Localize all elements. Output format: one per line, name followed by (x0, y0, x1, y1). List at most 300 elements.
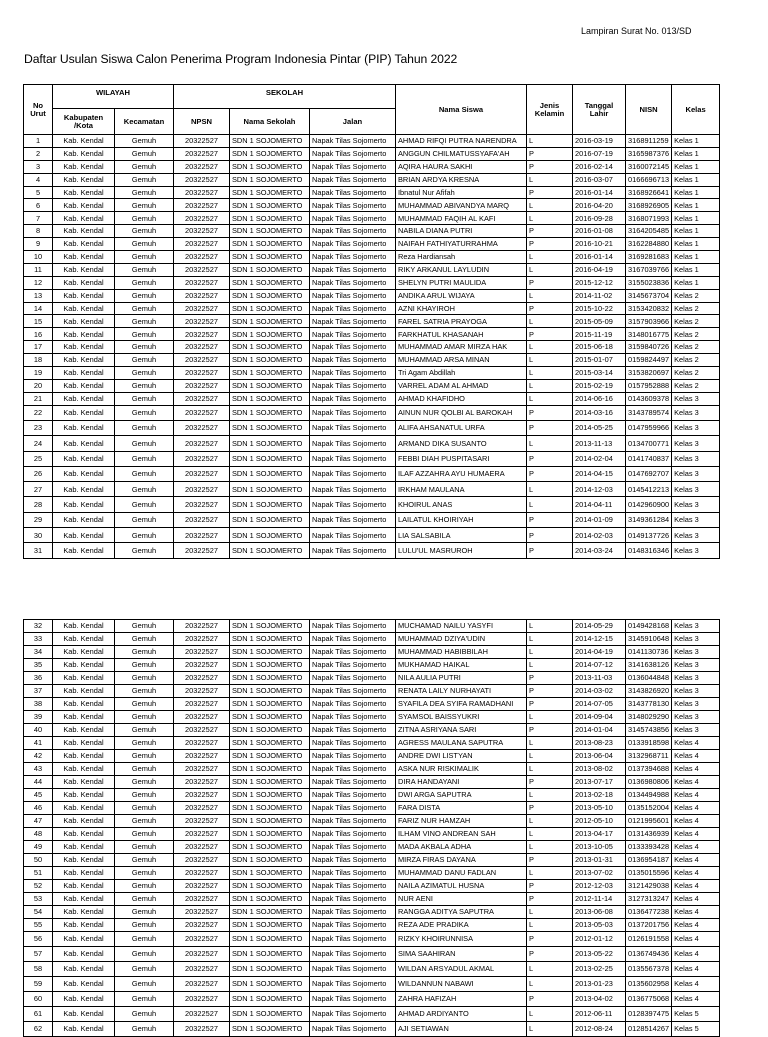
kabupaten-cell: Kab. Kendal (53, 750, 115, 763)
street-cell: Napak Tilas Sojomerto (310, 302, 396, 315)
gender-cell: P (527, 186, 573, 199)
school-name-cell: SDN 1 SOJOMERTO (230, 436, 310, 451)
birth-date-cell: 2012-11-14 (573, 893, 626, 906)
birth-date-cell: 2014-02-04 (573, 451, 626, 466)
gender-cell: L (527, 392, 573, 405)
row-number: 48 (24, 828, 53, 841)
birth-date-cell: 2013-07-17 (573, 776, 626, 789)
class-cell: Kelas 3 (672, 711, 720, 724)
street-cell: Napak Tilas Sojomerto (310, 135, 396, 148)
kabupaten-cell: Kab. Kendal (53, 173, 115, 186)
kabupaten-cell: Kab. Kendal (53, 854, 115, 867)
birth-date-cell: 2015-12-12 (573, 276, 626, 289)
npsn-cell: 20322527 (174, 289, 230, 302)
kabupaten-cell: Kab. Kendal (53, 763, 115, 776)
npsn-cell: 20322527 (174, 328, 230, 341)
class-cell: Kelas 1 (672, 225, 720, 238)
header-kelas: Kelas (672, 85, 720, 135)
class-cell: Kelas 2 (672, 379, 720, 392)
gender-cell: L (527, 659, 573, 672)
street-cell: Napak Tilas Sojomerto (310, 815, 396, 828)
row-number: 1 (24, 135, 53, 148)
gender-cell: P (527, 802, 573, 815)
kecamatan-cell: Gemuh (115, 367, 174, 380)
kabupaten-cell: Kab. Kendal (53, 698, 115, 711)
class-cell: Kelas 3 (672, 633, 720, 646)
class-cell: Kelas 4 (672, 932, 720, 947)
table-row (24, 135, 720, 148)
kabupaten-cell: Kab. Kendal (53, 932, 115, 947)
class-cell: Kelas 4 (672, 802, 720, 815)
student-name-cell: ARMAND DIKA SUSANTO (396, 436, 527, 451)
birth-date-cell: 2013-08-02 (573, 763, 626, 776)
row-number: 31 (24, 543, 53, 558)
birth-date-cell: 2012-06-11 (573, 1007, 626, 1022)
birth-date-cell: 2013-07-02 (573, 867, 626, 880)
nisn-cell: 0141740837 (626, 451, 672, 466)
class-cell: Kelas 2 (672, 341, 720, 354)
kecamatan-cell: Gemuh (115, 173, 174, 186)
kecamatan-cell: Gemuh (115, 186, 174, 199)
npsn-cell: 20322527 (174, 173, 230, 186)
row-number: 36 (24, 672, 53, 685)
gender-cell: L (527, 750, 573, 763)
street-cell: Napak Tilas Sojomerto (310, 802, 396, 815)
birth-date-cell: 2014-11-02 (573, 289, 626, 302)
kecamatan-cell: Gemuh (115, 436, 174, 451)
student-name-cell: ILHAM VINO ANDREAN SAH (396, 828, 527, 841)
table-row (24, 528, 720, 543)
kabupaten-cell: Kab. Kendal (53, 436, 115, 451)
kecamatan-cell: Gemuh (115, 962, 174, 977)
kabupaten-cell: Kab. Kendal (53, 841, 115, 854)
npsn-cell: 20322527 (174, 405, 230, 420)
birth-date-cell: 2014-05-29 (573, 620, 626, 633)
gender-cell: P (527, 276, 573, 289)
row-number: 47 (24, 815, 53, 828)
npsn-cell: 20322527 (174, 737, 230, 750)
nisn-cell: 0157952888 (626, 379, 672, 392)
nisn-cell: 0159824497 (626, 354, 672, 367)
kecamatan-cell: Gemuh (115, 672, 174, 685)
birth-date-cell: 2014-07-12 (573, 659, 626, 672)
kecamatan-cell: Gemuh (115, 841, 174, 854)
table-row (24, 867, 720, 880)
npsn-cell: 20322527 (174, 659, 230, 672)
student-name-cell: LULU'UL MASRUROH (396, 543, 527, 558)
student-name-cell: NAILA AZIMATUL HUSNA (396, 880, 527, 893)
gender-cell: P (527, 947, 573, 962)
birth-date-cell: 2013-05-10 (573, 802, 626, 815)
kecamatan-cell: Gemuh (115, 919, 174, 932)
class-cell: Kelas 5 (672, 1007, 720, 1022)
gender-cell: L (527, 1022, 573, 1037)
kecamatan-cell: Gemuh (115, 379, 174, 392)
student-name-cell: MUHAMMAD FAQIH AL KAFI (396, 212, 527, 225)
lampiran-note: Lampiran Surat No. 013/SD (581, 26, 692, 36)
street-cell: Napak Tilas Sojomerto (310, 212, 396, 225)
school-name-cell: SDN 1 SOJOMERTO (230, 543, 310, 558)
class-cell: Kelas 5 (672, 1022, 720, 1037)
kabupaten-cell: Kab. Kendal (53, 160, 115, 173)
gender-cell: L (527, 341, 573, 354)
school-name-cell: SDN 1 SOJOMERTO (230, 750, 310, 763)
kecamatan-cell: Gemuh (115, 497, 174, 512)
school-name-cell: SDN 1 SOJOMERTO (230, 841, 310, 854)
birth-date-cell: 2014-05-25 (573, 421, 626, 436)
npsn-cell: 20322527 (174, 620, 230, 633)
class-cell: Kelas 3 (672, 392, 720, 405)
nisn-cell: 3168071993 (626, 212, 672, 225)
nisn-cell: 3153420832 (626, 302, 672, 315)
nisn-cell: 0141130736 (626, 646, 672, 659)
street-cell: Napak Tilas Sojomerto (310, 685, 396, 698)
kabupaten-cell: Kab. Kendal (53, 776, 115, 789)
student-name-cell: RENATA LAILY NURHAYATI (396, 685, 527, 698)
kecamatan-cell: Gemuh (115, 867, 174, 880)
gender-cell: P (527, 776, 573, 789)
school-name-cell: SDN 1 SOJOMERTO (230, 512, 310, 527)
table-row (24, 482, 720, 497)
kabupaten-cell: Kab. Kendal (53, 659, 115, 672)
birth-date-cell: 2014-03-16 (573, 405, 626, 420)
kabupaten-cell: Kab. Kendal (53, 225, 115, 238)
npsn-cell: 20322527 (174, 354, 230, 367)
student-name-cell: MUHAMMAD DZIYA'UDIN (396, 633, 527, 646)
gender-cell: L (527, 367, 573, 380)
kecamatan-cell: Gemuh (115, 815, 174, 828)
kecamatan-cell: Gemuh (115, 392, 174, 405)
class-cell: Kelas 3 (672, 482, 720, 497)
kecamatan-cell: Gemuh (115, 341, 174, 354)
row-number: 5 (24, 186, 53, 199)
student-name-cell: ZAHRA HAFIZAH (396, 992, 527, 1007)
gender-cell: L (527, 962, 573, 977)
school-name-cell: SDN 1 SOJOMERTO (230, 379, 310, 392)
class-cell: Kelas 3 (672, 724, 720, 737)
kecamatan-cell: Gemuh (115, 977, 174, 992)
student-name-cell: ASKA NUR RISKIMALIK (396, 763, 527, 776)
row-number: 44 (24, 776, 53, 789)
street-cell: Napak Tilas Sojomerto (310, 698, 396, 711)
kabupaten-cell: Kab. Kendal (53, 328, 115, 341)
birth-date-cell: 2016-02-14 (573, 160, 626, 173)
npsn-cell: 20322527 (174, 147, 230, 160)
birth-date-cell: 2012-08-24 (573, 1022, 626, 1037)
street-cell: Napak Tilas Sojomerto (310, 893, 396, 906)
street-cell: Napak Tilas Sojomerto (310, 436, 396, 451)
row-number: 45 (24, 789, 53, 802)
kecamatan-cell: Gemuh (115, 880, 174, 893)
class-cell: Kelas 1 (672, 199, 720, 212)
student-name-cell: ANDRE DWI LISTYAN (396, 750, 527, 763)
nisn-cell: 0147959966 (626, 421, 672, 436)
gender-cell: L (527, 436, 573, 451)
school-name-cell: SDN 1 SOJOMERTO (230, 672, 310, 685)
school-name-cell: SDN 1 SOJOMERTO (230, 906, 310, 919)
student-name-cell: AJI SETIAWAN (396, 1022, 527, 1037)
gender-cell: L (527, 482, 573, 497)
npsn-cell: 20322527 (174, 421, 230, 436)
gender-cell: P (527, 854, 573, 867)
table-row (24, 543, 720, 558)
kecamatan-cell: Gemuh (115, 147, 174, 160)
class-cell: Kelas 3 (672, 451, 720, 466)
class-cell: Kelas 4 (672, 828, 720, 841)
kabupaten-cell: Kab. Kendal (53, 212, 115, 225)
kabupaten-cell: Kab. Kendal (53, 276, 115, 289)
kecamatan-cell: Gemuh (115, 135, 174, 148)
birth-date-cell: 2014-04-11 (573, 497, 626, 512)
kecamatan-cell: Gemuh (115, 620, 174, 633)
birth-date-cell: 2013-05-03 (573, 919, 626, 932)
class-cell: Kelas 4 (672, 880, 720, 893)
student-name-cell: SYAMSOL BAISSYUKRI (396, 711, 527, 724)
class-cell: Kelas 3 (672, 497, 720, 512)
table-row (24, 685, 720, 698)
class-cell: Kelas 3 (672, 698, 720, 711)
npsn-cell: 20322527 (174, 160, 230, 173)
npsn-cell: 20322527 (174, 841, 230, 854)
student-name-cell: FARA DISTA (396, 802, 527, 815)
school-name-cell: SDN 1 SOJOMERTO (230, 947, 310, 962)
kecamatan-cell: Gemuh (115, 685, 174, 698)
school-name-cell: SDN 1 SOJOMERTO (230, 802, 310, 815)
student-name-cell: AHMAD ARDIYANTO (396, 1007, 527, 1022)
npsn-cell: 20322527 (174, 828, 230, 841)
row-number: 37 (24, 685, 53, 698)
birth-date-cell: 2015-06-18 (573, 341, 626, 354)
student-name-cell: FARKHATUL KHASANAH (396, 328, 527, 341)
gender-cell: P (527, 451, 573, 466)
npsn-cell: 20322527 (174, 906, 230, 919)
row-number: 59 (24, 977, 53, 992)
table-row (24, 341, 720, 354)
table-row (24, 854, 720, 867)
birth-date-cell: 2014-12-03 (573, 482, 626, 497)
gender-cell: L (527, 646, 573, 659)
student-name-cell: MIRZA FIRAS DAYANA (396, 854, 527, 867)
birth-date-cell: 2013-01-31 (573, 854, 626, 867)
row-number: 62 (24, 1022, 53, 1037)
header-jalan: Jalan (310, 109, 396, 135)
npsn-cell: 20322527 (174, 977, 230, 992)
kabupaten-cell: Kab. Kendal (53, 977, 115, 992)
class-cell: Kelas 4 (672, 854, 720, 867)
nisn-cell: 3160072145 (626, 160, 672, 173)
class-cell: Kelas 4 (672, 750, 720, 763)
birth-date-cell: 2013-04-02 (573, 992, 626, 1007)
kabupaten-cell: Kab. Kendal (53, 543, 115, 558)
nisn-cell: 0136980806 (626, 776, 672, 789)
nisn-cell: 0136749436 (626, 947, 672, 962)
birth-date-cell: 2014-12-15 (573, 633, 626, 646)
header-nama-sekolah: Nama Sekolah (230, 109, 310, 135)
gender-cell: L (527, 173, 573, 186)
kecamatan-cell: Gemuh (115, 451, 174, 466)
kabupaten-cell: Kab. Kendal (53, 867, 115, 880)
nisn-cell: 3143789574 (626, 405, 672, 420)
row-number: 38 (24, 698, 53, 711)
gender-cell: P (527, 421, 573, 436)
street-cell: Napak Tilas Sojomerto (310, 276, 396, 289)
street-cell: Napak Tilas Sojomerto (310, 186, 396, 199)
class-cell: Kelas 2 (672, 354, 720, 367)
npsn-cell: 20322527 (174, 1007, 230, 1022)
street-cell: Napak Tilas Sojomerto (310, 646, 396, 659)
birth-date-cell: 2016-03-19 (573, 135, 626, 148)
nisn-cell: 3148029290 (626, 711, 672, 724)
npsn-cell: 20322527 (174, 543, 230, 558)
school-name-cell: SDN 1 SOJOMERTO (230, 1022, 310, 1037)
row-number: 24 (24, 436, 53, 451)
table-row (24, 147, 720, 160)
class-cell: Kelas 3 (672, 543, 720, 558)
street-cell: Napak Tilas Sojomerto (310, 880, 396, 893)
street-cell: Napak Tilas Sojomerto (310, 947, 396, 962)
street-cell: Napak Tilas Sojomerto (310, 977, 396, 992)
nisn-cell: 3127313247 (626, 893, 672, 906)
street-cell: Napak Tilas Sojomerto (310, 672, 396, 685)
street-cell: Napak Tilas Sojomerto (310, 466, 396, 481)
npsn-cell: 20322527 (174, 512, 230, 527)
student-name-cell: FARIZ NUR HAMZAH (396, 815, 527, 828)
kecamatan-cell: Gemuh (115, 302, 174, 315)
npsn-cell: 20322527 (174, 893, 230, 906)
gender-cell: L (527, 212, 573, 225)
kecamatan-cell: Gemuh (115, 225, 174, 238)
class-cell: Kelas 4 (672, 776, 720, 789)
row-number: 9 (24, 238, 53, 251)
kabupaten-cell: Kab. Kendal (53, 992, 115, 1007)
student-name-cell: KHOIRUL ANAS (396, 497, 527, 512)
kecamatan-cell: Gemuh (115, 328, 174, 341)
gender-cell: P (527, 724, 573, 737)
row-number: 8 (24, 225, 53, 238)
table-row (24, 263, 720, 276)
class-cell: Kelas 2 (672, 315, 720, 328)
gender-cell: L (527, 1007, 573, 1022)
kabupaten-cell: Kab. Kendal (53, 947, 115, 962)
student-name-cell: ANGGUN CHILMATUSSYAFA'AH (396, 147, 527, 160)
table-row (24, 992, 720, 1007)
kecamatan-cell: Gemuh (115, 906, 174, 919)
npsn-cell: 20322527 (174, 763, 230, 776)
row-number: 11 (24, 263, 53, 276)
npsn-cell: 20322527 (174, 528, 230, 543)
gender-cell: L (527, 789, 573, 802)
kabupaten-cell: Kab. Kendal (53, 893, 115, 906)
row-number: 52 (24, 880, 53, 893)
street-cell: Napak Tilas Sojomerto (310, 1022, 396, 1037)
row-number: 32 (24, 620, 53, 633)
school-name-cell: SDN 1 SOJOMERTO (230, 854, 310, 867)
gender-cell: P (527, 405, 573, 420)
table-row (24, 392, 720, 405)
student-name-cell: ANDIKA ARUL WIJAYA (396, 289, 527, 302)
table-row (24, 199, 720, 212)
nisn-cell: 0137394688 (626, 763, 672, 776)
row-number: 7 (24, 212, 53, 225)
row-number: 46 (24, 802, 53, 815)
nisn-cell: 0149137726 (626, 528, 672, 543)
header-jenis-kelamin: Jenis Kelamin (527, 85, 573, 135)
table-row (24, 737, 720, 750)
table-row (24, 659, 720, 672)
table-row (24, 815, 720, 828)
kecamatan-cell: Gemuh (115, 992, 174, 1007)
class-cell: Kelas 1 (672, 238, 720, 251)
birth-date-cell: 2014-01-04 (573, 724, 626, 737)
street-cell: Napak Tilas Sojomerto (310, 497, 396, 512)
nisn-cell: 3165987376 (626, 147, 672, 160)
nisn-cell: 0131436939 (626, 828, 672, 841)
nisn-cell: 3153820697 (626, 367, 672, 380)
table-row (24, 302, 720, 315)
nisn-cell: 0126191558 (626, 932, 672, 947)
npsn-cell: 20322527 (174, 392, 230, 405)
row-number: 23 (24, 421, 53, 436)
row-number: 54 (24, 906, 53, 919)
birth-date-cell: 2016-09-28 (573, 212, 626, 225)
student-name-cell: MUHAMMAD HABIBBILAH (396, 646, 527, 659)
birth-date-cell: 2013-10-05 (573, 841, 626, 854)
gender-cell: L (527, 919, 573, 932)
gender-cell: L (527, 867, 573, 880)
row-number: 39 (24, 711, 53, 724)
school-name-cell: SDN 1 SOJOMERTO (230, 1007, 310, 1022)
kabupaten-cell: Kab. Kendal (53, 238, 115, 251)
street-cell: Napak Tilas Sojomerto (310, 392, 396, 405)
table-row (24, 906, 720, 919)
nisn-cell: 3155023836 (626, 276, 672, 289)
npsn-cell: 20322527 (174, 276, 230, 289)
class-cell: Kelas 4 (672, 992, 720, 1007)
npsn-cell: 20322527 (174, 436, 230, 451)
header-kecamatan: Kecamatan (115, 109, 174, 135)
school-name-cell: SDN 1 SOJOMERTO (230, 451, 310, 466)
kecamatan-cell: Gemuh (115, 405, 174, 420)
class-cell: Kelas 3 (672, 421, 720, 436)
nisn-cell: 3141638126 (626, 659, 672, 672)
student-name-cell: MUHAMMAD ARSA MINAN (396, 354, 527, 367)
student-name-cell: WILDAN ARSYADUL AKMAL (396, 962, 527, 977)
birth-date-cell: 2013-02-25 (573, 962, 626, 977)
school-name-cell: SDN 1 SOJOMERTO (230, 173, 310, 186)
gender-cell: L (527, 841, 573, 854)
npsn-cell: 20322527 (174, 135, 230, 148)
row-number: 50 (24, 854, 53, 867)
street-cell: Napak Tilas Sojomerto (310, 724, 396, 737)
header-nisn: NISN (626, 85, 672, 135)
student-name-cell: DWI ARGA SAPUTRA (396, 789, 527, 802)
table-row (24, 698, 720, 711)
student-name-cell: RIZKY KHOIRUNNISA (396, 932, 527, 947)
kecamatan-cell: Gemuh (115, 947, 174, 962)
table-row (24, 251, 720, 264)
class-cell: Kelas 2 (672, 328, 720, 341)
table-row (24, 893, 720, 906)
school-name-cell: SDN 1 SOJOMERTO (230, 776, 310, 789)
kecamatan-cell: Gemuh (115, 354, 174, 367)
kabupaten-cell: Kab. Kendal (53, 315, 115, 328)
gender-cell: L (527, 737, 573, 750)
kabupaten-cell: Kab. Kendal (53, 392, 115, 405)
school-name-cell: SDN 1 SOJOMERTO (230, 977, 310, 992)
table-row (24, 436, 720, 451)
student-name-cell: Ibnatul Nur Afifah (396, 186, 527, 199)
nisn-cell: 0121995601 (626, 815, 672, 828)
